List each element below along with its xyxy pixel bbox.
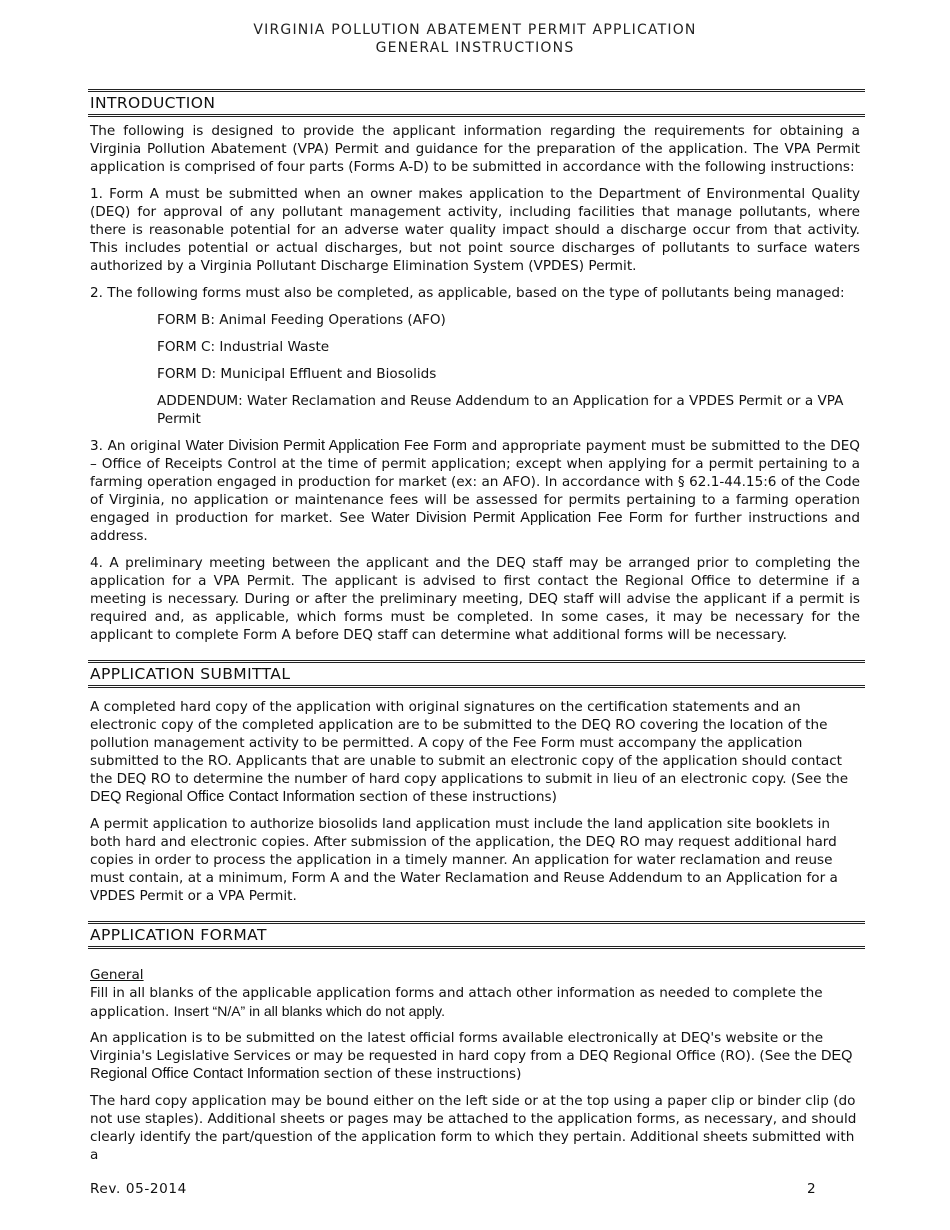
form-list-item-d: FORM D: Municipal Effluent and Biosolids [157, 366, 437, 382]
section-heading-application-submittal: APPLICATION SUBMITTAL [88, 660, 865, 688]
page-number: 2 [807, 1181, 816, 1197]
format-paragraph-2: An application is to be submitted on the latest official forms available electronically at DEQ's website or the Virginia's Legislative Services or may be requested in hard copy from a DEQ Regional Office (RO). (See the DEQ Regional Office Contact Information section of these instructions) [90, 1030, 853, 1082]
format-paragraph-3: The hard copy application may be bound either on the left side or at the top using a paper clip or binder clip (do not use staples). Additional sheets or pages may be attached to the application forms, as necessary, and should clearly identify the part/question of the application form to which they pertain. Additional sheets submitted with a [90, 1093, 857, 1163]
document-title: VIRGINIA POLLUTION ABATEMENT PERMIT APPLICATION [253, 22, 697, 38]
fee-form-reference: Water Division Permit Application Fee Form [371, 510, 663, 526]
fee-form-reference: Water Division Permit Application Fee Form [185, 438, 468, 454]
section-heading-application-format: APPLICATION FORMAT [88, 921, 865, 949]
instruction-item-2: 2. The following forms must also be completed, as applicable, based on the type of pollutants being managed: [90, 285, 845, 301]
form-list-item-addendum: ADDENDUM: Water Reclamation and Reuse Addendum to an Application for a VPDES Permit or a VPA Permit [157, 393, 844, 427]
regional-office-contact-reference: DEQ Regional Office Contact Information [90, 1048, 853, 1082]
instruction-item-3: 3. An original Water Division Permit Application Fee Form and appropriate payment must be submitted to the DEQ – Office of Receipts Control at the time of permit application; except when applying for a permit pertaining to a farming operation engaged in production for market (ex: an AFO). In accordance with § 62.1-44.15:6 of the Code of Virginia, no application or maintenance fees will be assessed for permits pertaining to a farming operation engaged in production for market. See Water Division Permit Application Fee Form for further instructions and address. [90, 438, 861, 544]
submittal-paragraph-1: A completed hard copy of the application with original signatures on the certification statements and an electronic copy of the completed application are to be submitted to the DEQ RO covering the location of the pollution management activity to be permitted. A copy of the Fee Form must accompany the application submitted to the RO. Applicants that are unable to submit an electronic copy of the application should contact the DEQ RO to determine the number of hard copy applications to submit in lieu of an electronic copy. (See the DEQ Regional Office Contact Information section of these instructions) [90, 699, 849, 805]
document-subtitle: GENERAL INSTRUCTIONS [375, 40, 575, 56]
section-heading-introduction: INTRODUCTION [88, 89, 865, 117]
format-paragraph-1: Fill in all blanks of the applicable application forms and attach other information as needed to complete the application. Insert “N/A” in all blanks which do not apply. [90, 985, 823, 1020]
na-instruction: Insert “N/A” in all blanks which do not apply. [173, 1003, 445, 1019]
submittal-paragraph-2: A permit application to authorize biosolids land application must include the land application site booklets in both hard and electronic copies. After submission of the application, the DEQ RO may request additional hard copies in order to process the application in a timely manner. An application for water reclamation and reuse must contain, at a minimum, Form A and the Water Reclamation and Reuse Addendum to an Application for a VPDES Permit or a VPA Permit. [90, 816, 838, 904]
intro-paragraph: The following is designed to provide the applicant information regarding the requirements for obtaining a Virginia Pollution Abatement (VPA) Permit and guidance for the preparation of the application. The VPA Permit application is comprised of four parts (Forms A-D) to be submitted in accordance with the following instructions: [90, 123, 860, 175]
revision-label: Rev. 05-2014 [90, 1181, 187, 1197]
instruction-item-1: 1. Form A must be submitted when an owner makes application to the Department of Environmental Quality (DEQ) for approval of any pollutant management activity, including facilities that manage pollutants, where there is reasonable potential for an adverse water quality impact should a discharge occur from that activity. This includes potential or actual discharges, but not point source discharges of pollutants to surface waters authorized by a Virginia Pollutant Discharge Elimination System (VPDES) Permit. [90, 186, 860, 274]
regional-office-contact-reference: DEQ Regional Office Contact Information [90, 789, 355, 805]
instruction-item-4: 4. A preliminary meeting between the applicant and the DEQ staff may be arranged prior to completing the application for a VPA Permit. The applicant is advised to first contact the Regional Office to determine if a meeting is necessary. During or after the preliminary meeting, DEQ staff will advise the applicant if a permit is required and, as applicable, which forms must be completed. In some cases, it may be necessary for the applicant to complete Form A before DEQ staff can determine what additional forms will be necessary. [90, 555, 860, 643]
form-list-item-c: FORM C: Industrial Waste [157, 339, 330, 355]
form-list-item-b: FORM B: Animal Feeding Operations (AFO) [157, 312, 446, 328]
page-header [0, 21, 950, 57]
subsection-heading-general: General [90, 967, 144, 983]
